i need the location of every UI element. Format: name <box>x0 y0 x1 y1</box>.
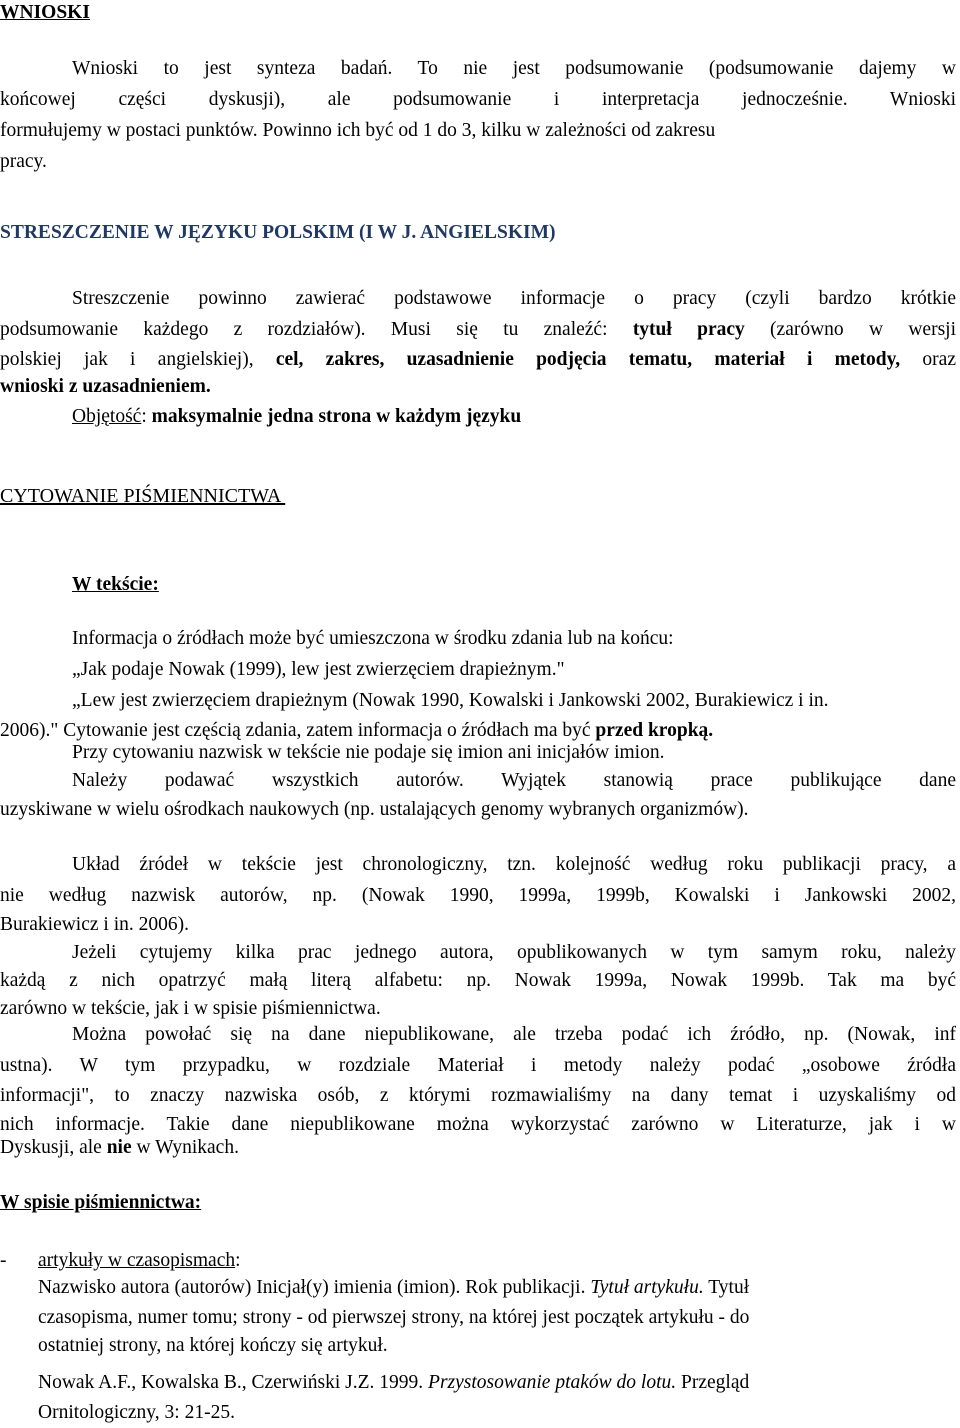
objetosc-label: Objętość <box>72 406 142 427</box>
artykuly-label: artykuły w czasopismach <box>38 1250 236 1271</box>
wnioski-text: pracy. <box>0 151 47 172</box>
w-spisie-heading-text: W spisie piśmiennictwa: <box>0 1192 202 1213</box>
uklad-text: Układ źródeł w tekście jest chronologiczny, tzn. kolejność według roku publikacji pracy, a <box>72 854 956 875</box>
cytowanie-line <box>0 797 956 822</box>
cytowanie-line <box>0 768 956 793</box>
list-dash: - <box>0 1250 7 1271</box>
streszczenie-bold-text: wnioski z uzasadnieniem. <box>0 376 211 397</box>
artykuly-text: ostatniej strony, na której kończy się artykuł. <box>38 1335 388 1356</box>
mozna-line <box>0 1053 956 1078</box>
artykuly-colon: : <box>235 1250 241 1271</box>
wnioski-paragraph-line <box>0 56 956 81</box>
uklad-line <box>0 912 956 937</box>
example-text: Ornitologiczny, 3: 21-25. <box>38 1402 235 1423</box>
artykuly-text: Tytuł <box>703 1277 750 1298</box>
uklad-line <box>0 883 956 908</box>
w-tekscie-heading-text: W tekście: <box>72 574 159 595</box>
streszczenie-line <box>0 347 956 372</box>
artykuly-text: czasopisma, numer tomu; strony - od pierwszej strony, na której jest początek artykułu - do <box>38 1307 750 1328</box>
example-text: Przegląd <box>676 1372 750 1393</box>
cytowanie-text: uzyskiwane w wielu ośrodkach naukowych (np. ustalających genomy wybranych organizmów). <box>0 799 749 820</box>
mozna-text: Dyskusji, ale <box>0 1137 107 1158</box>
artykuly-italic-text: Tytuł artykułu. <box>590 1277 704 1298</box>
w-spisie-heading <box>0 1190 956 1215</box>
example-line <box>38 1370 956 1395</box>
cytowanie-bold-text: przed kropką. <box>595 720 714 741</box>
streszczenie-text: polskiej jak i angielskiej), <box>0 349 276 370</box>
wnioski-text: formułujemy w postaci punktów. Powinno ich być od 1 do 3, kilku w zależności od zakresu <box>0 120 716 141</box>
jezeli-text: każdą z nich opatrzyć małą literą alfabetu: np. Nowak 1999a, Nowak 1999b. Tak ma być <box>0 970 956 991</box>
jezeli-line <box>0 968 956 993</box>
mozna-text: ustna). W tym przypadku, w rozdziale Materiał i metody należy podać „osobowe źródła <box>0 1055 956 1076</box>
cytowanie-line <box>0 657 956 682</box>
wnioski-text: Wnioski to jest synteza badań. To nie jest podsumowanie (podsumowanie dajemy w <box>72 58 956 79</box>
streszczenie-bold-text: cel, zakres, uzasadnienie podjęcia tematu, materiał i metody, <box>275 349 901 370</box>
artykuly-text: Nazwisko autora (autorów) Inicjał(y) imienia (imion). Rok publikacji. <box>38 1277 591 1298</box>
mozna-line <box>0 1135 956 1160</box>
wnioski-paragraph-line <box>0 149 956 174</box>
jezeli-text: zarówno w tekście, jak i w spisie piśmiennictwa. <box>0 998 381 1019</box>
mozna-text: w Wynikach. <box>131 1137 239 1158</box>
artykuly-desc-line <box>38 1305 956 1330</box>
wnioski-heading-text: WNIOSKI <box>0 2 90 23</box>
cytowanie-heading <box>0 484 956 509</box>
mozna-line <box>0 1022 956 1047</box>
cytowanie-line <box>0 626 956 651</box>
cytowanie-line <box>0 688 956 713</box>
cytowanie-line <box>0 740 956 765</box>
cytowanie-text: Informacja o źródłach może być umieszczona w środku zdania lub na końcu: <box>72 628 674 649</box>
mozna-text: informacji", to znaczy nazwiska osób, z którymi rozmawialiśmy na dany temat i uzyskaliśmy od <box>0 1085 956 1106</box>
uklad-text: nie według nazwisk autorów, np. (Nowak 1990, 1999a, 1999b, Kowalski i Jankowski 2002, <box>0 885 956 906</box>
cytowanie-heading-text: CYTOWANIE PIŚMIENNICTWA <box>0 485 286 507</box>
cytowanie-text: „Jak podaje Nowak (1999), lew jest zwierzęciem drapieżnym." <box>72 659 565 680</box>
wnioski-paragraph-line <box>0 87 956 112</box>
streszczenie-text: oraz <box>900 349 956 370</box>
streszczenie-line <box>0 317 956 342</box>
jezeli-line <box>0 996 956 1021</box>
w-tekscie-heading <box>0 572 956 597</box>
wnioski-text: końcowej części dyskusji), ale podsumowanie i interpretacja jednocześnie. Wnioski <box>0 89 956 110</box>
streszczenie-text: podsumowanie każdego z rozdziałów). Musi się tu znaleźć: <box>0 319 633 340</box>
streszczenie-line <box>0 374 956 399</box>
streszczenie-bold-text: maksymalnie jedna strona w każdym języku <box>151 406 522 427</box>
wnioski-heading <box>0 0 956 25</box>
streszczenie-text: (zarówno w wersji <box>744 319 957 340</box>
streszczenie-heading <box>0 220 956 245</box>
wnioski-paragraph-line <box>0 118 956 143</box>
example-text: Nowak A.F., Kowalska B., Czerwiński J.Z. 1999. <box>38 1372 429 1393</box>
uklad-text: Burakiewicz i in. 2006). <box>0 914 189 935</box>
cytowanie-text: Należy podawać wszystkich autorów. Wyjątek stanowią prace publikujące dane <box>72 770 956 791</box>
artykuly-desc-line <box>38 1275 956 1300</box>
mozna-line <box>0 1112 956 1137</box>
streszczenie-line <box>0 404 956 429</box>
artykuly-desc-line <box>38 1333 956 1358</box>
streszczenie-text: Streszczenie powinno zawierać podstawowe informacje o pracy (czyli bardzo krótkie <box>72 288 956 309</box>
mozna-text: Można powołać się na dane niepublikowane, ale trzeba podać ich źródło, np. (Nowak, inf <box>72 1024 956 1045</box>
streszczenie-bold-text: tytuł pracy <box>632 319 745 340</box>
mozna-line <box>0 1083 956 1108</box>
example-italic-text: Przystosowanie ptaków do lotu. <box>428 1372 677 1393</box>
streszczenie-text: : <box>141 406 152 427</box>
cytowanie-text: Przy cytowaniu nazwisk w tekście nie podaje się imion ani inicjałów imion. <box>72 742 665 763</box>
cytowanie-text: „Lew jest zwierzęciem drapieżnym (Nowak 1990, Kowalski i Jankowski 2002, Burakiewicz i in. <box>72 690 829 711</box>
mozna-text: nich informacje. Takie dane niepublikowane można wykorzystać zarówno w Literaturze, jak i w <box>0 1114 956 1135</box>
uklad-line <box>0 852 956 877</box>
streszczenie-heading-text: STRESZCZENIE W JĘZYKU POLSKIM (I W J. ANGIELSKIM) <box>0 222 556 243</box>
jezeli-text: Jeżeli cytujemy kilka prac jednego autora, opublikowanych w tym samym roku, należy <box>72 942 956 963</box>
streszczenie-line <box>0 286 956 311</box>
artykuly-line <box>0 1248 956 1273</box>
cytowanie-text: 2006)." Cytowanie jest częścią zdania, zatem informacja o źródłach ma być <box>0 720 596 741</box>
jezeli-line <box>0 940 956 965</box>
example-line <box>38 1400 956 1425</box>
mozna-bold-text: nie <box>106 1137 132 1158</box>
